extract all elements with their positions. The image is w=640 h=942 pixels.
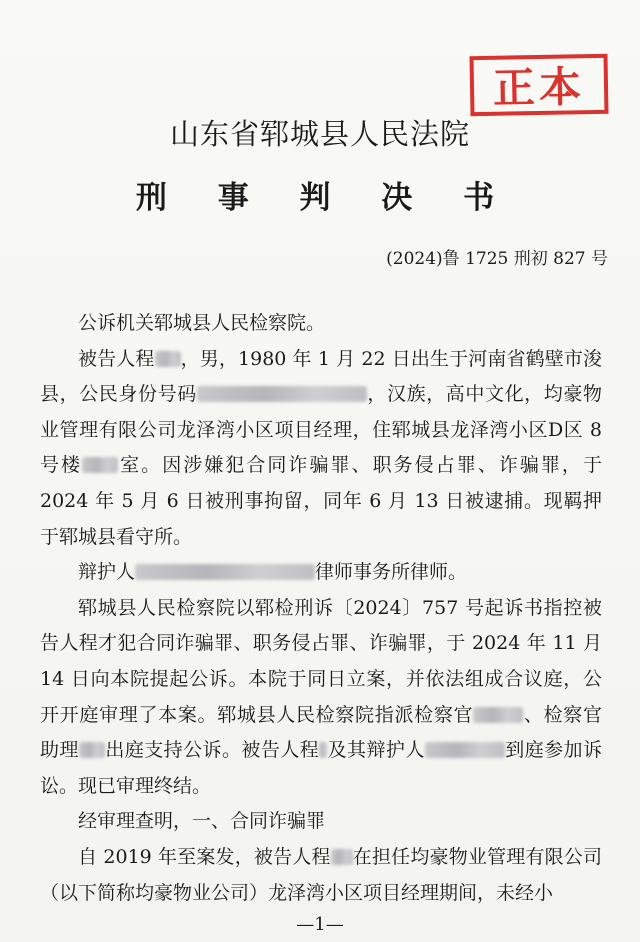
redacted-defendant bbox=[319, 742, 327, 758]
charge-text-a: 郓城县人民检察院以郓检刑诉〔2024〕757 号起诉书指控被告人程才犯合同诈骗罪、职务侵占罪、诈骗罪，于 2024 年 11 月 14 日向本院提起公诉。本院于同日立案，并依法组成合议庭，公开开庭审理了本案。郓城县人民检察院指派检察官 bbox=[40, 596, 602, 726]
defendant-text-b: ，男，1980 年 1 月 22 日出生于河南省鹤壁市浚县，公民身份号码 bbox=[40, 347, 602, 406]
finding-text: 经审理查明，一、合同诈骗罪 bbox=[78, 810, 326, 833]
redacted-assistant bbox=[79, 742, 105, 758]
charge-text-c: 出庭支持公诉。被告人程 bbox=[104, 739, 320, 762]
charge-text-d: 及其辩护人 bbox=[327, 739, 425, 762]
charge-text-e: 到庭参加诉讼。现已审理终结。 bbox=[40, 739, 602, 797]
redacted-defender bbox=[135, 564, 315, 580]
charge-paragraph bbox=[40, 591, 602, 805]
redacted-defenders bbox=[425, 742, 505, 758]
court-name: 山东省郓城县人民法院 bbox=[169, 117, 470, 151]
fact-paragraph bbox=[40, 840, 602, 911]
redacted-id-number bbox=[197, 386, 367, 402]
finding-paragraph bbox=[40, 804, 602, 840]
redacted-name bbox=[155, 351, 181, 367]
stamp-text: 正本 bbox=[492, 62, 586, 113]
redacted-defendant-name bbox=[331, 849, 353, 865]
defender-paragraph bbox=[40, 555, 602, 591]
charge-text-b: 、检察官助理 bbox=[40, 703, 602, 762]
fact-text-b: 在担任均豪物业管理有限公司（以下简称均豪物业公司）龙泽湾小区项目经理期间，未经小 bbox=[40, 845, 602, 904]
case-number: (2024)鲁 1725 刑初 827 号 bbox=[386, 249, 608, 269]
defender-text-a: 辩护人 bbox=[78, 561, 136, 584]
fact-text-a: 自 2019 年至案发，被告人程 bbox=[78, 845, 331, 868]
defendant-text-a: 被告人程 bbox=[78, 347, 155, 370]
redacted-prosecutor bbox=[473, 707, 523, 723]
defendant-text-c: ，汉族，高中文化，均豪物业管理有限公司龙泽湾小区项目经理，住郓城县龙泽湾小区D区 8 号楼 bbox=[40, 383, 602, 477]
defendant-text-d: 室。因涉嫌犯合同诈骗罪、职务侵占罪、诈骗罪，于 2024 年 5 月 6 日被刑事拘留，同年 6 月 13 日被逮捕。现羁押于郓城县看守所。 bbox=[40, 454, 602, 548]
prosecutor-text: 公诉机关郓城县人民检察院。 bbox=[78, 312, 326, 334]
document-body bbox=[40, 306, 602, 911]
prosecutor-paragraph bbox=[40, 306, 602, 342]
original-copy-stamp bbox=[469, 54, 608, 116]
page-number: —1— bbox=[296, 914, 344, 935]
defender-text-b: 律师事务所律师。 bbox=[315, 561, 468, 584]
defendant-paragraph bbox=[40, 342, 602, 556]
document-title: 刑 事 判 决 书 bbox=[135, 180, 515, 216]
redacted-room bbox=[82, 457, 118, 473]
